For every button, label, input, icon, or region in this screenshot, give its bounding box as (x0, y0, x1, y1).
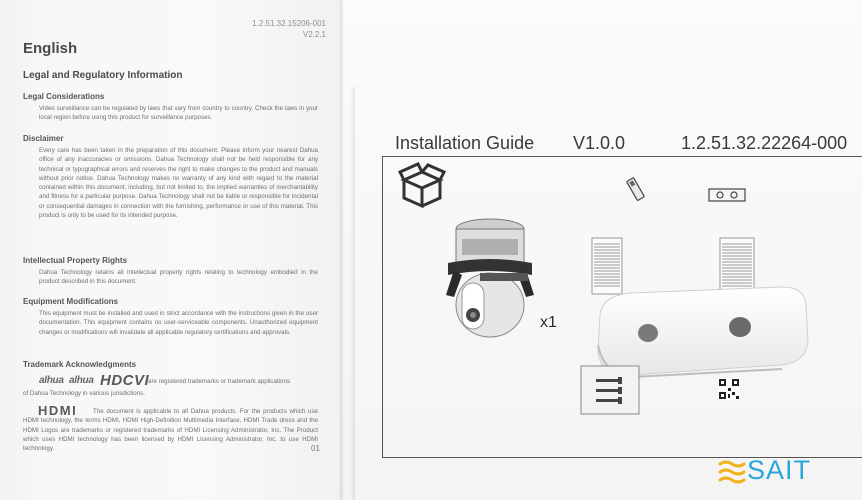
section-heading-disclaimer: Disclaimer (23, 134, 64, 143)
dahua-logo-2: alhua (69, 375, 94, 386)
legal-title: Legal and Regulatory Information (23, 70, 183, 81)
document-id (252, 18, 326, 40)
ptz-camera-illustration (440, 215, 540, 340)
hdmi-paragraph: The document is applicable to all Dahua products. For the products which use HDMI technology, the terms HDMI, HDMI High-Definition Multimedia Interface, HDMI Trade dress and the HDMI Logos are trademarks or registered trademarks of HDMI Licensing Administrator, Inc. The Product which uses HDMI technology has been licensed by HDMI Licensing Administrator, Inc. to use HDMI technology. (23, 408, 318, 453)
sait-wave-icon (718, 458, 746, 488)
hdcvi-logo: HDCVI (100, 372, 150, 389)
page-number: 01 (311, 444, 320, 453)
dahua-logo-1: alhua (39, 375, 64, 386)
guide-title: Installation Guide (395, 133, 535, 153)
sait-watermark: SAIT (747, 455, 812, 485)
section-body-modifications: This equipment must be installed and used in strict accordance with the instructions given in the user documentation. This equipment contains no user-serviceable components. Unauthorized equipment changes or modifications will invalidate all applicable regulatory certifications and approvals. (39, 310, 318, 336)
section-body-disclaimer: Every care has been taken in the preparation of this document. Please inform your nearest Dahua office of any inaccuracies or omissions. Dahua Technology shall not be held responsible for any technical or typographical errors and reserves the right to make changes to the product and manuals without prior notice. Dahua Technology makes no warranty of any kind with regard to the material contained within this document, including, but not limited to, the implied warranties of merchantability and fitness for a particular purpose. Dahua Technology shall not be liable or responsible for incidental or consequential damages in connection with the furnishing, performance or use of this material. This product is only to be used for its intended purpose. (39, 147, 318, 220)
legal-sheet (0, 0, 340, 500)
document-version: V2.2.1 (302, 30, 326, 39)
guide-version: V1.0.0 (573, 133, 626, 153)
qr-code-icon (718, 378, 740, 400)
section-body-legal: Video surveillance can be regulated by laws that vary from country to country. Check the laws in your local region before using this product for surveillance purposes. (39, 105, 318, 122)
section-body-ip: Dahua Technology retains all intellectual property rights relating to technology embodied in the product described in this document. (39, 269, 318, 286)
section-heading-ip: Intellectual Property Rights (23, 256, 128, 265)
language-heading: English (23, 40, 78, 57)
section-heading-modifications: Equipment Modifications (23, 297, 119, 306)
trademark-line-2: of Dahua Technology in various jurisdictions. (23, 390, 145, 397)
guide-code: 1.2.51.32.22264-000 (681, 133, 848, 153)
sd-card-icon (624, 176, 648, 204)
section-heading-trademark: Trademark Acknowledgments (23, 360, 137, 369)
document-number: 1.2.51.32.15206-001 (252, 19, 326, 28)
package-box-icon (398, 160, 446, 210)
screw-pack-illustration (580, 365, 640, 415)
hdmi-logo: HDMI (38, 403, 78, 418)
section-heading-legal: Legal Considerations (23, 92, 105, 101)
quantity-label: x1 (540, 314, 557, 331)
trademark-line-1: are registered trademarks or trademark applications (148, 378, 291, 385)
mounting-plate-icon (708, 187, 746, 203)
